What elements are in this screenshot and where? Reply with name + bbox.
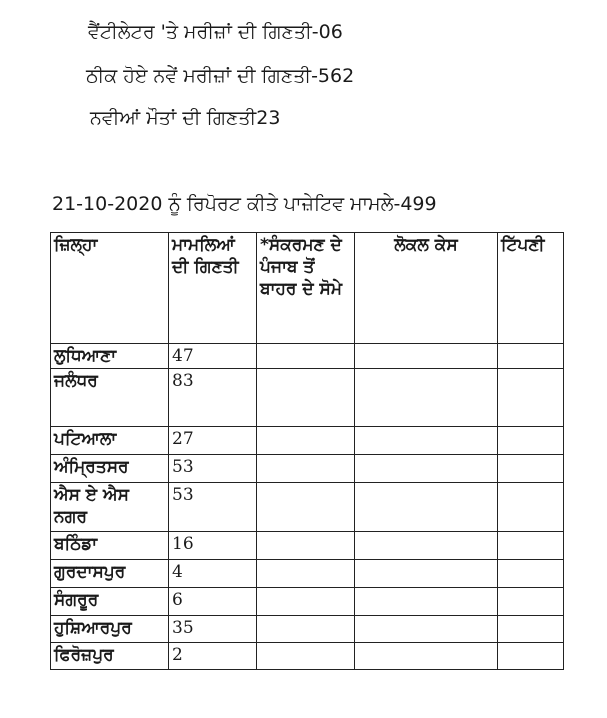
- remarks-cell: [498, 455, 564, 483]
- district-cell: ਅੰਮ੍ਰਿਤਸਰ: [51, 455, 169, 483]
- header-local-cases: ਲੋਕਲ ਕੇਸ: [355, 233, 498, 344]
- report-title: 21-10-2020 ਨੂੰ ਰਿਪੋਰਟ ਕੀਤੇ ਪਾਜ਼ੇਟਿਵ ਮਾਮਲੇ-499: [52, 193, 437, 215]
- district-cell: ਪਟਿਆਲਾ: [51, 427, 169, 455]
- case-count-cell: 47: [169, 344, 257, 369]
- table-header-row: [51, 233, 564, 344]
- recovered-count-line: ਠੀਕ ਹੋਏ ਨਵੇਂ ਮਰੀਜ਼ਾਂ ਦੀ ਗਿਣਤੀ-562: [86, 65, 355, 87]
- district-cell: ਫਿਰੋਜ਼ਪੁਰ: [51, 643, 169, 670]
- case-count-cell: 27: [169, 427, 257, 455]
- table-row: [51, 344, 564, 369]
- table-row: [51, 616, 564, 643]
- case-count-cell: 16: [169, 532, 257, 560]
- outside-source-cell: [257, 560, 355, 588]
- outside-source-cell: [257, 344, 355, 369]
- case-count-cell: 53: [169, 455, 257, 483]
- case-count-cell: 2: [169, 643, 257, 670]
- local-cases-cell: [355, 369, 498, 427]
- local-cases-cell: [355, 455, 498, 483]
- case-count-cell: 35: [169, 616, 257, 643]
- case-count-cell: 83: [169, 369, 257, 427]
- outside-source-cell: [257, 455, 355, 483]
- district-cell: ਐਸ ਏ ਐਸ ਨਗਰ: [51, 483, 169, 532]
- remarks-cell: [498, 560, 564, 588]
- outside-source-cell: [257, 643, 355, 670]
- table-row: [51, 532, 564, 560]
- district-cell: ਹੁਸ਼ਿਆਰਪੁਰ: [51, 616, 169, 643]
- table-row: [51, 483, 564, 532]
- table-row: [51, 369, 564, 427]
- remarks-cell: [498, 588, 564, 616]
- case-count-cell: 6: [169, 588, 257, 616]
- outside-source-cell: [257, 532, 355, 560]
- table-row: [51, 643, 564, 670]
- remarks-cell: [498, 369, 564, 427]
- remarks-cell: [498, 483, 564, 532]
- table-row: [51, 588, 564, 616]
- district-cell: ਸੰਗਰੂਰ: [51, 588, 169, 616]
- district-cell: ਬਠਿੰਡਾ: [51, 532, 169, 560]
- local-cases-cell: [355, 643, 498, 670]
- table-row: [51, 560, 564, 588]
- table-row: [51, 455, 564, 483]
- case-count-cell: 53: [169, 483, 257, 532]
- local-cases-cell: [355, 616, 498, 643]
- remarks-cell: [498, 344, 564, 369]
- local-cases-cell: [355, 483, 498, 532]
- header-remarks: ਟਿੱਪਣੀ: [498, 233, 564, 344]
- outside-source-cell: [257, 588, 355, 616]
- ventilator-count-line: ਵੈਂਟੀਲੇਟਰ 'ਤੇ ਮਰੀਜ਼ਾਂ ਦੀ ਗਿਣਤੀ-06: [88, 21, 343, 43]
- local-cases-cell: [355, 427, 498, 455]
- remarks-cell: [498, 427, 564, 455]
- header-district: ਜ਼ਿਲ੍ਹਾ: [51, 233, 169, 344]
- local-cases-cell: [355, 588, 498, 616]
- case-count-cell: 4: [169, 560, 257, 588]
- local-cases-cell: [355, 344, 498, 369]
- local-cases-cell: [355, 532, 498, 560]
- outside-source-cell: [257, 616, 355, 643]
- local-cases-cell: [355, 560, 498, 588]
- outside-source-cell: [257, 483, 355, 532]
- header-case-count: ਮਾਮਲਿਆਂ ਦੀ ਗਿਣਤੀ: [169, 233, 257, 344]
- remarks-cell: [498, 643, 564, 670]
- district-cell: ਗੁਰਦਾਸਪੁਰ: [51, 560, 169, 588]
- outside-source-cell: [257, 427, 355, 455]
- district-cell: ਜਲੰਧਰ: [51, 369, 169, 427]
- header-outside-source: *ਸੰਕਰਮਣ ਦੇ ਪੰਜਾਬ ਤੋਂ ਬਾਹਰ ਦੇ ਸੋਮੇ: [257, 233, 355, 344]
- remarks-cell: [498, 616, 564, 643]
- new-deaths-count-line: ਨਵੀਆਂ ਮੌਤਾਂ ਦੀ ਗਿਣਤੀ23: [90, 107, 281, 129]
- remarks-cell: [498, 532, 564, 560]
- district-cases-table: [50, 232, 564, 670]
- table-body: [51, 344, 564, 670]
- district-cell: ਲੁਧਿਆਣਾ: [51, 344, 169, 369]
- outside-source-cell: [257, 369, 355, 427]
- table-row: [51, 427, 564, 455]
